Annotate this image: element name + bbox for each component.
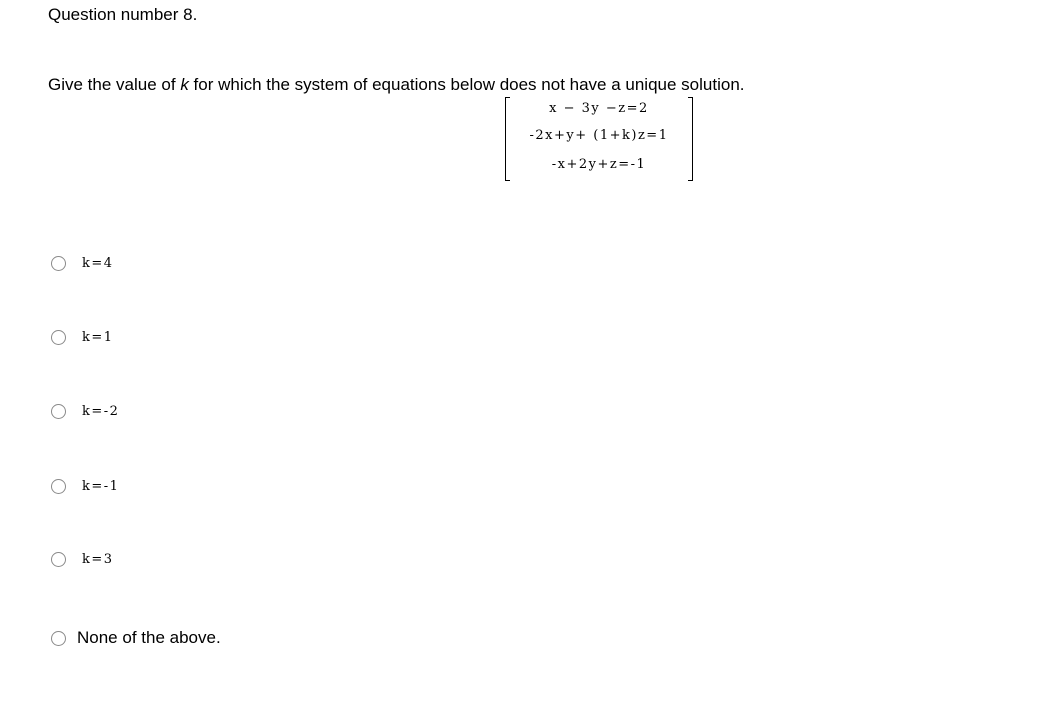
answer-option-k-3[interactable] (51, 552, 114, 567)
option-label: None of the above. (77, 628, 221, 647)
answer-option-k-minus-2[interactable] (51, 404, 119, 419)
radio-button[interactable] (51, 404, 66, 419)
radio-button[interactable] (51, 330, 66, 345)
answer-option-k-1[interactable] (51, 330, 114, 345)
equation-3: -x+2y+z=-1 (551, 157, 647, 172)
prompt-variable: k (180, 75, 189, 94)
question-number: Question number 8. (48, 5, 198, 24)
equation-2: -2x+y+ (1+k)z=1 (529, 128, 669, 143)
answer-option-none[interactable] (51, 628, 221, 648)
answer-option-k-4[interactable] (51, 256, 114, 271)
radio-button[interactable] (51, 479, 66, 494)
radio-button[interactable] (51, 631, 66, 646)
option-label: k=-2 (82, 404, 120, 419)
equation-1: x − 3y −z=2 (549, 101, 649, 116)
right-bracket (688, 97, 693, 181)
question-prompt (48, 75, 745, 95)
prompt-text-before: Give the value of (48, 75, 181, 94)
option-label: k=3 (82, 552, 114, 567)
option-label: k=4 (82, 256, 114, 271)
equation-system (505, 97, 693, 181)
radio-button[interactable] (51, 256, 66, 271)
radio-button[interactable] (51, 552, 66, 567)
left-bracket (505, 97, 510, 181)
option-label: k=-1 (82, 479, 120, 494)
prompt-text-after: for which the system of equations below does not have a unique solution. (188, 75, 745, 94)
answer-option-k-minus-1[interactable] (51, 479, 119, 494)
option-label: k=1 (82, 330, 114, 345)
